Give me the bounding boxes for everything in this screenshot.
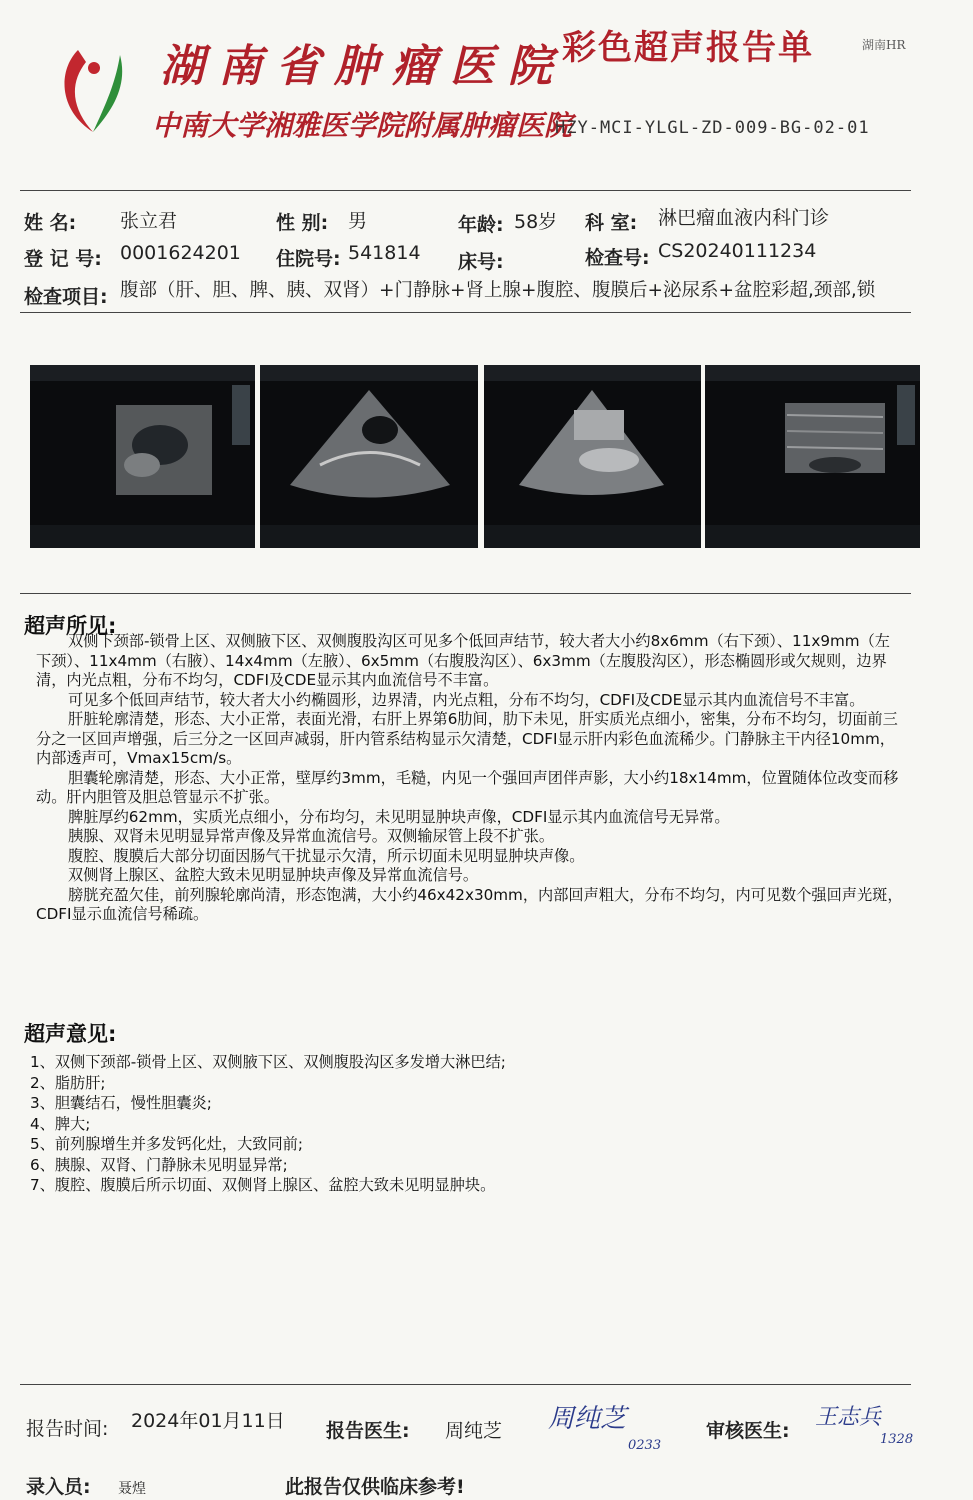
ultrasound-image-4: [705, 365, 920, 548]
opinion-item: 4、脾大;: [30, 1114, 91, 1133]
doctor-label: 报告医生:: [326, 1420, 410, 1442]
finding-paragraph: 脾脏厚约62mm，实质光点细小，分布均匀，未见明显肿块声像，CDFI显示其内血流信号无异常。: [68, 807, 730, 826]
divider: [20, 312, 911, 313]
hospital-name: 湖南省肿瘤医院: [160, 41, 566, 92]
reg-label: 登 记 号:: [24, 248, 102, 270]
divider: [20, 1384, 911, 1385]
opinion-item: 6、胰腺、双肾、门静脉未见明显异常;: [30, 1155, 288, 1174]
reviewer-signature: 王志兵: [815, 1405, 882, 1430]
reviewer-label: 审核医生:: [706, 1420, 790, 1442]
name-label: 姓 名:: [24, 212, 77, 234]
findings-title: 超声所见:: [24, 614, 117, 638]
disclaimer: 此报告仅供临床参考!: [285, 1476, 465, 1498]
opinion-item: 2、脂肪肝;: [30, 1073, 106, 1092]
entry-label: 录入员:: [26, 1476, 91, 1498]
ultrasound-image-3: [484, 365, 701, 548]
hospital-subtitle: 中南大学湘雅医学院附属肿瘤医院: [152, 109, 573, 142]
corner-mark: 湖南HR: [862, 38, 906, 52]
finding-paragraph: 双侧肾上腺区、盆腔大致未见明显肿块声像及异常血流信号。: [68, 866, 479, 884]
entry-person: 聂煌: [118, 1481, 146, 1497]
reviewer-code: 1328: [880, 1432, 914, 1447]
opinion-item: 7、腹腔、腹膜后所示切面、双侧肾上腺区、盆腔大致未见明显肿块。: [30, 1176, 496, 1194]
ultrasound-image-row: [30, 365, 920, 550]
finding-paragraph: 膀胱充盈欠佳，前列腺轮廓尚清，形态饱满，大小约46x42x30mm，内部回声粗大，分布不均匀，内可见数个强回声光斑，CDFI显示血流信号稀疏。: [36, 885, 903, 923]
finding-paragraph: 胆囊轮廓清楚，形态、大小正常，壁厚约3mm，毛糙，内见一个强回声团伴声影，大小约18x14mm，位置随体位改变而移动。肝内胆管及胆总管显示不扩张。: [36, 768, 899, 806]
hospital-logo: [58, 40, 138, 140]
sex-label: 性 别:: [276, 212, 329, 234]
patient-sex: 男: [348, 210, 368, 232]
exam-items: 腹部（肝、胆、脾、胰、双肾）+门静脉+肾上腺+腹腔、腹膜后+泌尿系+盆腔彩超,颈部,锁: [120, 280, 876, 301]
finding-paragraph: 可见多个低回声结节，较大者大小约椭圆形，边界清，内光点粗，分布不均匀，CDFI及CDE显示其内血流信号不丰富。: [68, 690, 865, 709]
finding-paragraph: 腹腔、腹膜后大部分切面因肠气干扰显示欠清，所示切面未见明显肿块声像。: [68, 846, 585, 865]
reg-number: 0001624201: [120, 242, 241, 264]
doctor-signature: 周纯芝: [548, 1404, 627, 1434]
dept-label: 科 室:: [585, 212, 638, 234]
inpatient-number: 541814: [348, 242, 421, 264]
report-time: 2024年01月11日: [131, 1410, 285, 1432]
patient-age: 58岁: [514, 211, 558, 233]
divider: [20, 593, 911, 594]
opinion-item: 1、双侧下颈部-锁骨上区、双侧腋下区、双侧腹股沟区多发增大淋巴结;: [30, 1053, 506, 1071]
patient-dept: 淋巴瘤血液内科门诊: [658, 207, 830, 229]
finding-paragraph: 双侧下颈部-锁骨上区、双侧腋下区、双侧腹股沟区可见多个低回声结节，较大者大小约8x6mm（右下颈）、11x9mm（左下颈）、11x4mm（右腋）、14x4mm（左腋）、6x5mm（右腹股沟区）、6x3mm（左腹股沟区），形态椭圆形或欠规则，边界清，内光点粗，分布不均匀，CDFI及CDE显示其内血流信号不丰富。: [36, 632, 890, 689]
exam-items-label: 检查项目:: [24, 286, 108, 308]
report-title: 彩色超声报告单: [562, 28, 814, 68]
finding-paragraph: 胰腺、双肾未见明显异常声像及异常血流信号。双侧输尿管上段不扩张。: [68, 827, 554, 845]
ultrasound-image-2: [260, 365, 478, 548]
divider: [20, 190, 911, 191]
inpatient-label: 住院号:: [276, 248, 341, 270]
doctor-code: 0233: [628, 1438, 662, 1453]
findings-text: [36, 632, 904, 925]
opinion-list: [30, 1052, 506, 1196]
age-label: 年龄:: [458, 214, 504, 236]
ultrasound-image-1: [30, 365, 255, 548]
doctor-name: 周纯芝: [445, 1420, 503, 1442]
exam-number: CS20240111234: [658, 240, 817, 262]
report-time-label: 报告时间:: [26, 1418, 109, 1440]
opinion-title: 超声意见:: [24, 1022, 117, 1046]
exam-no-label: 检查号:: [585, 247, 650, 269]
bed-label: 床号:: [458, 251, 504, 273]
patient-name: 张立君: [120, 210, 178, 232]
finding-paragraph: 肝脏轮廓清楚，形态、大小正常，表面光滑，右肝上界第6肋间，肋下未见，肝实质光点细小，密集，分布不均匀，切面前三分之一区回声增强，后三分之一区回声减弱，肝内管系结构显示欠清楚，CDFI显示肝内彩色血流稀少。门静脉主干内径10mm，内部透声可，Vmax15cm/s。: [36, 710, 898, 767]
opinion-item: 5、前列腺增生并多发钙化灶，大致同前;: [30, 1135, 303, 1153]
document-number: HZY-MCI-YLGL-ZD-009-BG-02-01: [555, 118, 870, 138]
opinion-item: 3、胆囊结石，慢性胆囊炎;: [30, 1094, 212, 1112]
